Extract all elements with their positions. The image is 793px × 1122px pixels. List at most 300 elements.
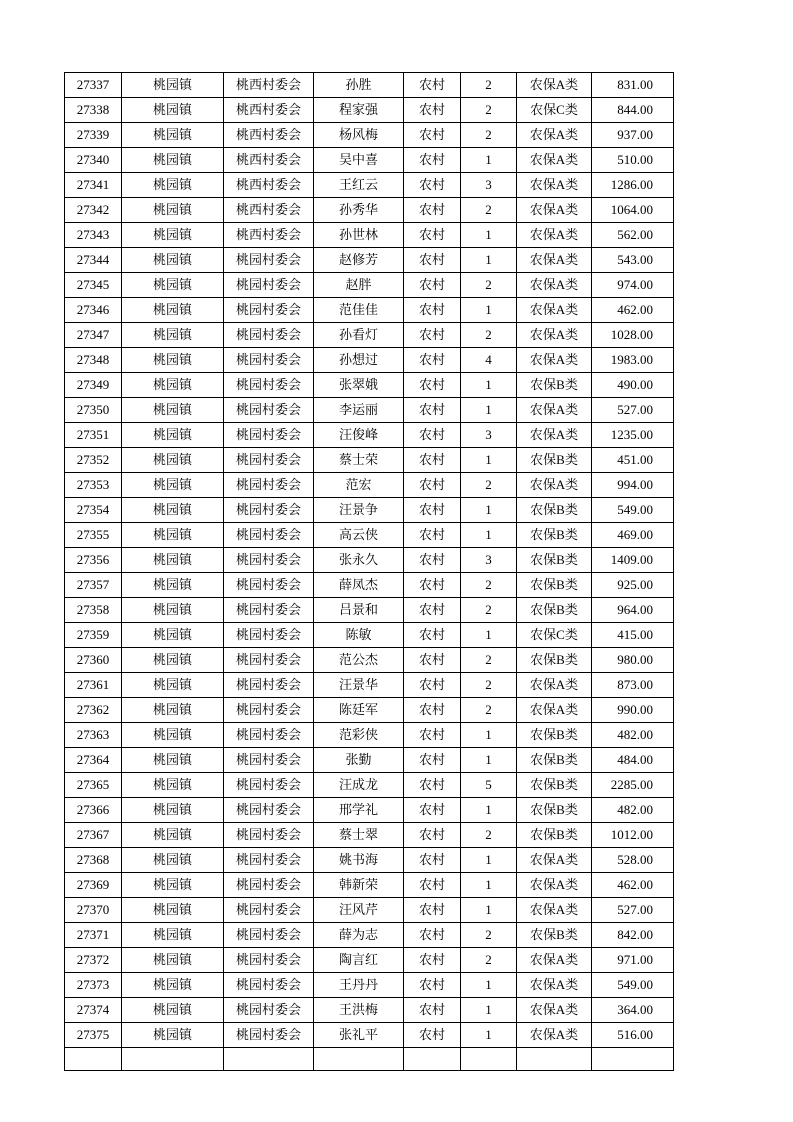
cell-village-committee: 桃园村委会 — [224, 748, 314, 773]
cell-person-name: 汪景争 — [314, 498, 404, 523]
cell-village-committee: 桃园村委会 — [224, 698, 314, 723]
cell-amount: 873.00 — [592, 673, 674, 698]
table-row — [65, 573, 674, 598]
cell-person-name: 姚书海 — [314, 848, 404, 873]
cell-person-name: 范宏 — [314, 473, 404, 498]
cell-amount: 1235.00 — [592, 423, 674, 448]
cell-village-committee: 桃园村委会 — [224, 723, 314, 748]
cell-person-name: 吴中喜 — [314, 148, 404, 173]
table-row — [65, 348, 674, 373]
table-row — [65, 73, 674, 98]
cell-amount: 543.00 — [592, 248, 674, 273]
cell-town: 桃园镇 — [122, 423, 224, 448]
cell-serial-number: 27369 — [65, 873, 122, 898]
cell-amount: 490.00 — [592, 373, 674, 398]
cell-household-type: 农村 — [404, 923, 461, 948]
cell-village-committee: 桃园村委会 — [224, 323, 314, 348]
cell-household-type: 农村 — [404, 373, 461, 398]
cell-person-name: 陈廷军 — [314, 698, 404, 723]
cell-household-type: 农村 — [404, 973, 461, 998]
table-row — [65, 923, 674, 948]
cell-person-count: 3 — [461, 173, 517, 198]
data-table — [64, 72, 674, 1071]
cell-insurance-category: 农保C类 — [517, 623, 592, 648]
table-row — [65, 898, 674, 923]
cell-serial-number: 27356 — [65, 548, 122, 573]
cell-town: 桃园镇 — [122, 1023, 224, 1048]
cell-household-type: 农村 — [404, 648, 461, 673]
cell-town: 桃园镇 — [122, 148, 224, 173]
table-row-partial — [65, 1048, 674, 1071]
cell-person-count: 1 — [461, 848, 517, 873]
cell-serial-number: 27368 — [65, 848, 122, 873]
cell-village-committee: 桃园村委会 — [224, 273, 314, 298]
cell-town: 桃园镇 — [122, 123, 224, 148]
cell-person-count: 2 — [461, 473, 517, 498]
cell-insurance-category: 农保A类 — [517, 673, 592, 698]
cell-town: 桃园镇 — [122, 623, 224, 648]
cell-person-count: 2 — [461, 598, 517, 623]
cell-town: 桃园镇 — [122, 923, 224, 948]
cell-serial-number: 27360 — [65, 648, 122, 673]
table-row — [65, 773, 674, 798]
cell-person-count: 2 — [461, 648, 517, 673]
cell-person-name: 孙世林 — [314, 223, 404, 248]
cell-town: 桃园镇 — [122, 173, 224, 198]
cell-village-committee: 桃园村委会 — [224, 848, 314, 873]
cell-village-committee: 桃园村委会 — [224, 623, 314, 648]
cell-household-type: 农村 — [404, 773, 461, 798]
cell-town: 桃园镇 — [122, 748, 224, 773]
cell-serial-number: 27372 — [65, 948, 122, 973]
cell-insurance-category: 农保B类 — [517, 498, 592, 523]
cell-household-type: 农村 — [404, 748, 461, 773]
cell-person-name: 蔡士荣 — [314, 448, 404, 473]
cell-amount: 971.00 — [592, 948, 674, 973]
cell-person-name: 蔡士翠 — [314, 823, 404, 848]
cell-town: 桃园镇 — [122, 498, 224, 523]
cell-household-type: 农村 — [404, 198, 461, 223]
cell-amount: 527.00 — [592, 898, 674, 923]
cell-person-name: 程家强 — [314, 98, 404, 123]
cell-person-name: 张勤 — [314, 748, 404, 773]
cell-amount: 462.00 — [592, 298, 674, 323]
cell-serial-number: 27362 — [65, 698, 122, 723]
cell-amount: 549.00 — [592, 973, 674, 998]
cell-town: 桃园镇 — [122, 73, 224, 98]
cell-serial-number: 27366 — [65, 798, 122, 823]
cell-person-name: 吕景和 — [314, 598, 404, 623]
cell-person-count: 1 — [461, 748, 517, 773]
cell-person-name: 陈敏 — [314, 623, 404, 648]
cell-village-committee: 桃园村委会 — [224, 1023, 314, 1048]
table-row — [65, 698, 674, 723]
cell-person-count: 2 — [461, 673, 517, 698]
cell-amount: 842.00 — [592, 923, 674, 948]
cell-town: 桃园镇 — [122, 548, 224, 573]
cell-amount: 549.00 — [592, 498, 674, 523]
cell-serial-number: 27347 — [65, 323, 122, 348]
cell-person-name: 汪风芹 — [314, 898, 404, 923]
table-row — [65, 948, 674, 973]
cell-town: 桃园镇 — [122, 848, 224, 873]
table-row — [65, 273, 674, 298]
cell-insurance-category: 农保B类 — [517, 573, 592, 598]
cell-person-count: 1 — [461, 623, 517, 648]
cell-person-count: 1 — [461, 523, 517, 548]
cell-person-count: 1 — [461, 1023, 517, 1048]
cell-person-name: 张礼平 — [314, 1023, 404, 1048]
cell-insurance-category: 农保A类 — [517, 148, 592, 173]
cell-town: 桃园镇 — [122, 198, 224, 223]
cell-insurance-category: 农保A类 — [517, 348, 592, 373]
table-row — [65, 723, 674, 748]
cell-insurance-category: 农保B类 — [517, 923, 592, 948]
cell-person-count: 1 — [461, 148, 517, 173]
cell-household-type: 农村 — [404, 173, 461, 198]
cell-village-committee: 桃园村委会 — [224, 473, 314, 498]
table-row — [65, 1023, 674, 1048]
cell-village-committee: 桃园村委会 — [224, 948, 314, 973]
cell-serial-number: 27370 — [65, 898, 122, 923]
cell-serial-number: 27363 — [65, 723, 122, 748]
cell-household-type: 农村 — [404, 473, 461, 498]
cell-insurance-category: 农保A类 — [517, 298, 592, 323]
cell-insurance-category: 农保A类 — [517, 223, 592, 248]
cell-insurance-category: 农保A类 — [517, 998, 592, 1023]
cell-village-committee: 桃园村委会 — [224, 898, 314, 923]
cell-insurance-category: 农保B类 — [517, 523, 592, 548]
cell-serial-number: 27353 — [65, 473, 122, 498]
cell-town: 桃园镇 — [122, 298, 224, 323]
cell-person-count: 2 — [461, 923, 517, 948]
cell-household-type: 农村 — [404, 948, 461, 973]
cell-town — [122, 1048, 224, 1071]
cell-person-name: 王洪梅 — [314, 998, 404, 1023]
cell-village-committee: 桃园村委会 — [224, 823, 314, 848]
cell-insurance-category: 农保A类 — [517, 948, 592, 973]
cell-household-type: 农村 — [404, 323, 461, 348]
cell-amount: 482.00 — [592, 798, 674, 823]
cell-town: 桃园镇 — [122, 223, 224, 248]
table-row — [65, 498, 674, 523]
table-row — [65, 298, 674, 323]
table-row — [65, 398, 674, 423]
cell-serial-number: 27367 — [65, 823, 122, 848]
cell-insurance-category: 农保B类 — [517, 823, 592, 848]
cell-village-committee: 桃西村委会 — [224, 98, 314, 123]
cell-town: 桃园镇 — [122, 573, 224, 598]
cell-town: 桃园镇 — [122, 373, 224, 398]
table-row — [65, 373, 674, 398]
cell-person-count: 2 — [461, 698, 517, 723]
cell-household-type: 农村 — [404, 223, 461, 248]
cell-household-type: 农村 — [404, 73, 461, 98]
cell-insurance-category: 农保A类 — [517, 248, 592, 273]
cell-amount: 562.00 — [592, 223, 674, 248]
cell-town: 桃园镇 — [122, 273, 224, 298]
table-row — [65, 173, 674, 198]
cell-amount: 484.00 — [592, 748, 674, 773]
cell-person-name: 李运丽 — [314, 398, 404, 423]
cell-village-committee: 桃园村委会 — [224, 998, 314, 1023]
table-row — [65, 223, 674, 248]
cell-person-name: 王红云 — [314, 173, 404, 198]
cell-town: 桃园镇 — [122, 948, 224, 973]
cell-amount: 1983.00 — [592, 348, 674, 373]
cell-insurance-category: 农保B类 — [517, 723, 592, 748]
table-row — [65, 648, 674, 673]
cell-serial-number: 27374 — [65, 998, 122, 1023]
cell-person-name — [314, 1048, 404, 1071]
cell-household-type: 农村 — [404, 798, 461, 823]
cell-serial-number: 27349 — [65, 373, 122, 398]
cell-person-name: 范公杰 — [314, 648, 404, 673]
cell-village-committee: 桃园村委会 — [224, 373, 314, 398]
cell-person-name: 汪俊峰 — [314, 423, 404, 448]
cell-insurance-category — [517, 1048, 592, 1071]
table-row — [65, 848, 674, 873]
cell-amount: 469.00 — [592, 523, 674, 548]
cell-insurance-category: 农保A类 — [517, 398, 592, 423]
cell-town: 桃园镇 — [122, 973, 224, 998]
cell-insurance-category: 农保A类 — [517, 423, 592, 448]
cell-insurance-category: 农保A类 — [517, 198, 592, 223]
table-row — [65, 323, 674, 348]
cell-serial-number: 27373 — [65, 973, 122, 998]
cell-serial-number: 27344 — [65, 248, 122, 273]
cell-insurance-category: 农保A类 — [517, 873, 592, 898]
table-row — [65, 123, 674, 148]
cell-amount: 527.00 — [592, 398, 674, 423]
cell-serial-number: 27359 — [65, 623, 122, 648]
cell-household-type: 农村 — [404, 823, 461, 848]
cell-person-count: 1 — [461, 223, 517, 248]
cell-insurance-category: 农保A类 — [517, 698, 592, 723]
cell-household-type: 农村 — [404, 623, 461, 648]
cell-household-type: 农村 — [404, 873, 461, 898]
cell-person-count: 2 — [461, 123, 517, 148]
cell-village-committee: 桃西村委会 — [224, 148, 314, 173]
cell-person-count: 1 — [461, 723, 517, 748]
cell-person-name: 杨风梅 — [314, 123, 404, 148]
cell-serial-number: 27371 — [65, 923, 122, 948]
cell-serial-number: 27337 — [65, 73, 122, 98]
cell-household-type: 农村 — [404, 498, 461, 523]
cell-village-committee: 桃西村委会 — [224, 123, 314, 148]
cell-person-name: 张翠娥 — [314, 373, 404, 398]
cell-amount: 964.00 — [592, 598, 674, 623]
cell-town: 桃园镇 — [122, 998, 224, 1023]
cell-village-committee: 桃西村委会 — [224, 173, 314, 198]
cell-serial-number: 27375 — [65, 1023, 122, 1048]
cell-person-name: 汪成龙 — [314, 773, 404, 798]
cell-serial-number: 27348 — [65, 348, 122, 373]
cell-amount: 1028.00 — [592, 323, 674, 348]
cell-insurance-category: 农保A类 — [517, 973, 592, 998]
cell-serial-number: 27352 — [65, 448, 122, 473]
cell-household-type: 农村 — [404, 523, 461, 548]
cell-amount: 364.00 — [592, 998, 674, 1023]
cell-household-type: 农村 — [404, 123, 461, 148]
table-row — [65, 623, 674, 648]
cell-serial-number: 27365 — [65, 773, 122, 798]
cell-town: 桃园镇 — [122, 673, 224, 698]
cell-village-committee: 桃园村委会 — [224, 773, 314, 798]
cell-town: 桃园镇 — [122, 773, 224, 798]
cell-amount: 1286.00 — [592, 173, 674, 198]
table-row — [65, 548, 674, 573]
cell-person-count: 3 — [461, 423, 517, 448]
cell-person-count: 2 — [461, 823, 517, 848]
cell-town: 桃园镇 — [122, 448, 224, 473]
cell-person-name: 薛凤杰 — [314, 573, 404, 598]
cell-insurance-category: 农保B类 — [517, 773, 592, 798]
cell-amount: 937.00 — [592, 123, 674, 148]
cell-person-count: 2 — [461, 323, 517, 348]
cell-person-count: 1 — [461, 973, 517, 998]
cell-amount — [592, 1048, 674, 1071]
cell-serial-number: 27338 — [65, 98, 122, 123]
table-row — [65, 798, 674, 823]
cell-serial-number: 27339 — [65, 123, 122, 148]
cell-serial-number: 27364 — [65, 748, 122, 773]
cell-village-committee: 桃园村委会 — [224, 298, 314, 323]
cell-person-count: 1 — [461, 498, 517, 523]
cell-village-committee: 桃园村委会 — [224, 673, 314, 698]
cell-insurance-category: 农保A类 — [517, 898, 592, 923]
cell-household-type: 农村 — [404, 573, 461, 598]
cell-insurance-category: 农保A类 — [517, 173, 592, 198]
cell-village-committee — [224, 1048, 314, 1071]
cell-town: 桃园镇 — [122, 873, 224, 898]
cell-town: 桃园镇 — [122, 523, 224, 548]
cell-person-count: 2 — [461, 73, 517, 98]
cell-person-count: 1 — [461, 998, 517, 1023]
cell-person-name: 高云侠 — [314, 523, 404, 548]
cell-amount: 990.00 — [592, 698, 674, 723]
cell-insurance-category: 农保A类 — [517, 848, 592, 873]
cell-household-type: 农村 — [404, 598, 461, 623]
table-row — [65, 823, 674, 848]
cell-household-type: 农村 — [404, 98, 461, 123]
table-row — [65, 973, 674, 998]
cell-town: 桃园镇 — [122, 398, 224, 423]
cell-person-name: 薛为志 — [314, 923, 404, 948]
cell-insurance-category: 农保B类 — [517, 548, 592, 573]
table-row — [65, 423, 674, 448]
cell-person-count — [461, 1048, 517, 1071]
table-row — [65, 98, 674, 123]
table-row — [65, 523, 674, 548]
cell-town: 桃园镇 — [122, 98, 224, 123]
cell-person-name: 孙想过 — [314, 348, 404, 373]
cell-household-type: 农村 — [404, 448, 461, 473]
cell-person-name: 范彩侠 — [314, 723, 404, 748]
cell-person-count: 4 — [461, 348, 517, 373]
cell-insurance-category: 农保C类 — [517, 98, 592, 123]
cell-insurance-category: 农保A类 — [517, 1023, 592, 1048]
table-row — [65, 873, 674, 898]
cell-village-committee: 桃园村委会 — [224, 648, 314, 673]
cell-person-count: 2 — [461, 948, 517, 973]
cell-village-committee: 桃西村委会 — [224, 73, 314, 98]
cell-person-count: 1 — [461, 873, 517, 898]
cell-person-name: 孙看灯 — [314, 323, 404, 348]
cell-amount: 974.00 — [592, 273, 674, 298]
cell-amount: 1064.00 — [592, 198, 674, 223]
cell-village-committee: 桃园村委会 — [224, 598, 314, 623]
cell-serial-number: 27345 — [65, 273, 122, 298]
cell-amount: 516.00 — [592, 1023, 674, 1048]
cell-village-committee: 桃园村委会 — [224, 548, 314, 573]
cell-insurance-category: 农保B类 — [517, 373, 592, 398]
cell-serial-number: 27357 — [65, 573, 122, 598]
cell-household-type — [404, 1048, 461, 1071]
cell-amount: 831.00 — [592, 73, 674, 98]
cell-person-count: 1 — [461, 798, 517, 823]
cell-insurance-category: 农保B类 — [517, 648, 592, 673]
cell-person-count: 1 — [461, 398, 517, 423]
table-row — [65, 748, 674, 773]
cell-insurance-category: 农保B类 — [517, 598, 592, 623]
cell-village-committee: 桃园村委会 — [224, 398, 314, 423]
cell-person-count: 1 — [461, 898, 517, 923]
cell-amount: 510.00 — [592, 148, 674, 173]
cell-serial-number: 27351 — [65, 423, 122, 448]
cell-serial-number: 27346 — [65, 298, 122, 323]
cell-person-name: 陶言红 — [314, 948, 404, 973]
cell-household-type: 农村 — [404, 723, 461, 748]
cell-town: 桃园镇 — [122, 798, 224, 823]
cell-person-name: 邢学礼 — [314, 798, 404, 823]
cell-village-committee: 桃西村委会 — [224, 223, 314, 248]
cell-village-committee: 桃园村委会 — [224, 448, 314, 473]
cell-person-name: 孙胜 — [314, 73, 404, 98]
cell-amount: 451.00 — [592, 448, 674, 473]
cell-amount: 2285.00 — [592, 773, 674, 798]
cell-village-committee: 桃园村委会 — [224, 573, 314, 598]
cell-insurance-category: 农保B类 — [517, 798, 592, 823]
cell-household-type: 农村 — [404, 248, 461, 273]
cell-person-name: 孙秀华 — [314, 198, 404, 223]
cell-amount: 844.00 — [592, 98, 674, 123]
cell-insurance-category: 农保A类 — [517, 73, 592, 98]
cell-household-type: 农村 — [404, 398, 461, 423]
cell-serial-number: 27361 — [65, 673, 122, 698]
cell-village-committee: 桃园村委会 — [224, 423, 314, 448]
cell-village-committee: 桃园村委会 — [224, 348, 314, 373]
table-row — [65, 248, 674, 273]
cell-person-name: 赵胖 — [314, 273, 404, 298]
cell-serial-number: 27354 — [65, 498, 122, 523]
cell-village-committee: 桃园村委会 — [224, 798, 314, 823]
cell-amount: 462.00 — [592, 873, 674, 898]
cell-village-committee: 桃园村委会 — [224, 498, 314, 523]
cell-amount: 1409.00 — [592, 548, 674, 573]
cell-person-count: 2 — [461, 198, 517, 223]
cell-insurance-category: 农保A类 — [517, 323, 592, 348]
cell-household-type: 农村 — [404, 673, 461, 698]
cell-person-name: 范佳佳 — [314, 298, 404, 323]
cell-household-type: 农村 — [404, 1023, 461, 1048]
cell-serial-number: 27355 — [65, 523, 122, 548]
cell-person-count: 2 — [461, 573, 517, 598]
cell-serial-number: 27342 — [65, 198, 122, 223]
cell-village-committee: 桃西村委会 — [224, 198, 314, 223]
cell-insurance-category: 农保A类 — [517, 473, 592, 498]
cell-household-type: 农村 — [404, 273, 461, 298]
